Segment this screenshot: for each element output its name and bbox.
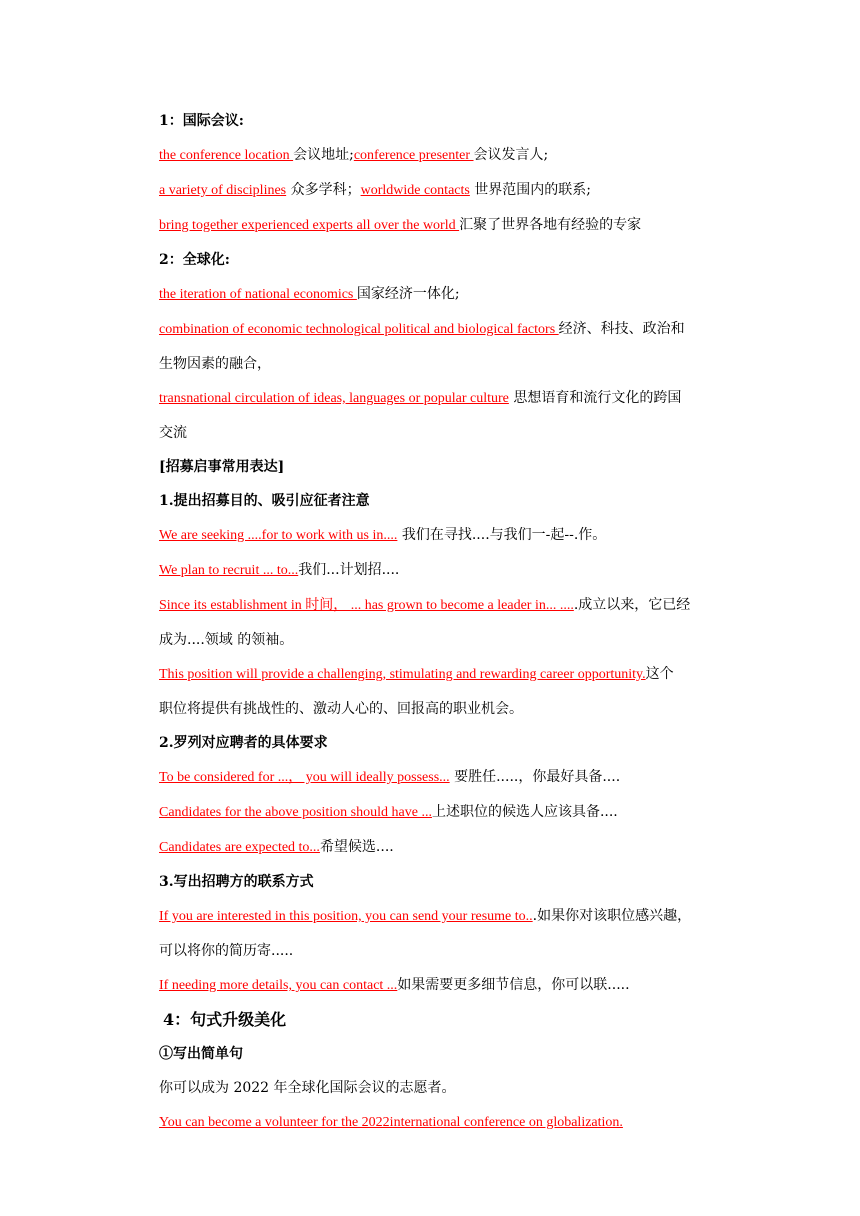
chinese-meaning: 思想语育和流行文化的跨国 xyxy=(508,390,682,406)
document-page xyxy=(159,104,739,1140)
phrase-line xyxy=(159,518,739,553)
chinese-meaning: 上述职位的候选人应该具备.... xyxy=(431,804,618,820)
english-phrase: Candidates are expected to... xyxy=(159,840,320,855)
english-phrase: To be considered for ...， you will ideally possess... xyxy=(159,770,450,785)
section-heading-recruitment: [招募启事常用表达] xyxy=(159,459,285,475)
subheading-contact: 3.写出招聘方的联系方式 xyxy=(159,874,314,890)
phrase-line xyxy=(159,760,739,795)
english-sentence: You can become a volunteer for the 2022international conference on globalization. xyxy=(159,1115,623,1130)
english-phrase: We are seeking ....for to work with us in.... xyxy=(159,528,398,543)
phrase-line xyxy=(159,277,739,312)
english-phrase: Since its establishment in 时间， ... has grown to become a leader in... .... xyxy=(159,598,574,613)
phrase-line xyxy=(159,657,739,692)
english-phrase: bring together experienced experts all over the world xyxy=(159,218,460,233)
chinese-meaning: 要胜任.....，你最好具备.... xyxy=(449,769,621,785)
phrase-line xyxy=(159,312,739,347)
phrase-line xyxy=(159,830,739,865)
phrase-line xyxy=(159,795,739,830)
phrase-line xyxy=(159,1105,739,1140)
chinese-meaning: 国家经济一体化; xyxy=(356,286,460,302)
chinese-meaning: 众多学科； xyxy=(286,182,361,198)
chinese-meaning: 如果需要更多细节信息，你可以联..... xyxy=(397,977,630,993)
chinese-sentence: 你可以成为 2022 年全球化国际会议的志愿者。 xyxy=(159,1080,456,1096)
section-heading-globalization: 2：全球化: xyxy=(159,252,230,268)
english-phrase: a variety of disciplines xyxy=(159,183,287,198)
phrase-continuation: 职位将提供有挑战性的、激动人心的、回报高的职业机会。 xyxy=(159,701,523,717)
phrase-line xyxy=(159,899,739,934)
subheading-purpose: 1.提出招募目的、吸引应征者注意 xyxy=(159,493,370,509)
chinese-meaning: 这个 xyxy=(645,666,674,682)
english-phrase: transnational circulation of ideas, languages or popular culture xyxy=(159,391,509,406)
chinese-meaning: 希望候选.... xyxy=(319,839,394,855)
chinese-meaning: 会议发言人; xyxy=(473,147,549,163)
phrase-continuation: 成为....领域 的领袖。 xyxy=(159,632,294,648)
chinese-meaning: .成立以来，它已经 xyxy=(573,597,691,613)
chinese-meaning: .如果你对该职位感兴趣， xyxy=(532,908,692,924)
phrase-line xyxy=(159,381,739,416)
chinese-meaning: 世界范围内的联系; xyxy=(469,182,592,198)
english-phrase: We plan to recruit ... to... xyxy=(159,563,299,578)
english-phrase: This position will provide a challenging, stimulating and rewarding career opportunity. xyxy=(159,667,646,682)
chinese-meaning: 汇聚了世界各地有经验的专家 xyxy=(459,217,642,233)
phrase-continuation: 交流 xyxy=(159,425,187,441)
chinese-meaning: 我们...计划招.... xyxy=(298,562,400,578)
english-phrase: the iteration of national economics xyxy=(159,287,357,302)
section-heading-sentence-upgrade: 4：句式升级美化 xyxy=(163,1010,287,1029)
english-phrase: Candidates for the above position should have ... xyxy=(159,805,432,820)
english-phrase: worldwide contacts xyxy=(360,183,470,198)
chinese-meaning: 我们在寻找....与我们一-起--.作。 xyxy=(397,527,607,543)
phrase-line xyxy=(159,968,739,1003)
phrase-line xyxy=(159,138,739,173)
phrase-line xyxy=(159,208,739,243)
chinese-meaning: 经济、科技、政治和 xyxy=(558,321,685,337)
english-phrase: the conference location xyxy=(159,148,294,163)
phrase-line xyxy=(159,553,739,588)
chinese-meaning: 会议地址; xyxy=(293,147,354,163)
subheading-requirements: 2.罗列对应聘者的具体要求 xyxy=(159,735,328,751)
english-phrase: combination of economic technological political and biological factors xyxy=(159,322,559,337)
phrase-continuation: 生物因素的融合， xyxy=(159,356,271,372)
english-phrase: If you are interested in this position, you can send your resume to.. xyxy=(159,909,533,924)
phrase-line xyxy=(159,173,739,208)
phrase-continuation: 可以将你的简历寄..... xyxy=(159,943,294,959)
phrase-line xyxy=(159,588,739,623)
english-phrase: If needing more details, you can contact ... xyxy=(159,978,398,993)
english-phrase: conference presenter xyxy=(353,148,474,163)
section-heading-international-conference: 1：国际会议: xyxy=(159,113,244,129)
subheading-simple-sentence: ①写出简单句 xyxy=(159,1046,243,1062)
